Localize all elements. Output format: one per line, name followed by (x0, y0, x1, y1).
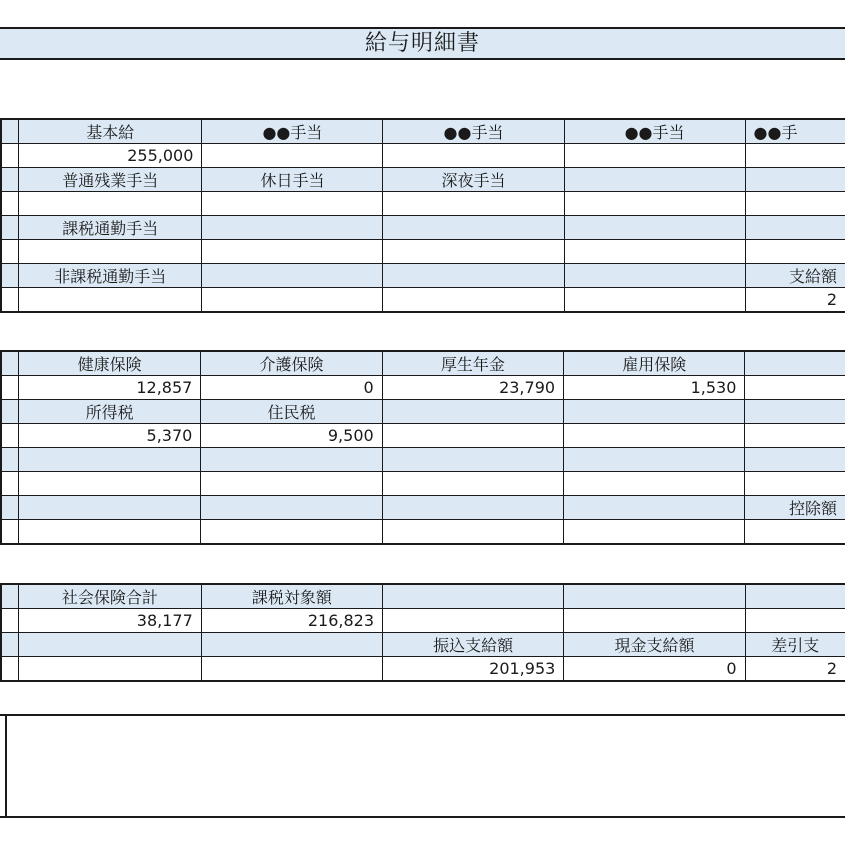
label-blank (383, 584, 564, 609)
deductions-value-row-1 (1, 376, 845, 400)
value-blank[interactable] (19, 520, 201, 544)
value-holiday-allowance[interactable] (202, 192, 383, 216)
value-employment-insurance[interactable]: 1,530 (564, 376, 745, 400)
label-allowance-a: ●●手当 (202, 119, 383, 144)
label-allowance-d: ●●手 (745, 119, 845, 144)
value-blank[interactable] (382, 424, 563, 448)
value-blank[interactable] (202, 240, 383, 264)
value-blank[interactable] (564, 424, 745, 448)
value-blank[interactable] (745, 472, 845, 496)
value-taxable-commute[interactable] (19, 240, 202, 264)
value-resident-tax[interactable]: 9,500 (201, 424, 382, 448)
label-cash-pay: 現金支給額 (564, 633, 745, 657)
label-regular-overtime: 普通残業手当 (19, 168, 202, 192)
label-blank (745, 168, 845, 192)
row-marker (1, 216, 19, 240)
row-marker (1, 448, 19, 472)
value-care-insurance[interactable]: 0 (201, 376, 382, 400)
label-blank (383, 216, 564, 240)
row-marker (1, 472, 19, 496)
value-allowance-a[interactable] (202, 144, 383, 168)
deductions-value-row-3 (1, 472, 845, 496)
deductions-label-row-3 (1, 448, 845, 472)
value-blank[interactable] (201, 472, 382, 496)
row-marker (1, 119, 19, 144)
deductions-value-row-2 (1, 424, 845, 448)
label-health-insurance: 健康保険 (19, 351, 201, 376)
deductions-section (0, 350, 845, 545)
payments-value-row-4 (1, 288, 845, 312)
row-marker (1, 633, 19, 657)
label-blank (564, 264, 745, 288)
label-income-tax: 所得税 (19, 400, 201, 424)
value-allowance-c[interactable] (564, 144, 745, 168)
value-net-pay[interactable]: 2 (745, 657, 845, 681)
row-marker (1, 240, 19, 264)
row-marker (1, 609, 19, 633)
totals-label-row-2 (1, 633, 845, 657)
value-blank[interactable] (383, 288, 564, 312)
value-social-insurance-total[interactable]: 38,177 (19, 609, 202, 633)
label-blank (745, 400, 845, 424)
label-employment-insurance: 雇用保険 (564, 351, 745, 376)
value-basic-salary[interactable]: 255,000 (19, 144, 202, 168)
row-marker (1, 144, 19, 168)
value-blank[interactable] (201, 520, 382, 544)
label-blank (201, 448, 382, 472)
payments-value-row-2 (1, 192, 845, 216)
value-blank[interactable] (383, 240, 564, 264)
value-total-deductions[interactable] (745, 520, 845, 544)
value-blank[interactable] (745, 376, 845, 400)
label-blank (564, 168, 745, 192)
label-blank (202, 264, 383, 288)
value-blank[interactable] (382, 472, 563, 496)
deductions-label-row-2 (1, 400, 845, 424)
value-blank[interactable] (19, 657, 202, 681)
value-blank[interactable] (201, 657, 382, 681)
value-allowance-d[interactable] (745, 144, 845, 168)
value-blank[interactable] (564, 520, 745, 544)
row-marker (1, 264, 19, 288)
value-taxable-amount[interactable]: 216,823 (201, 609, 382, 633)
value-nontaxable-commute[interactable] (19, 288, 202, 312)
value-blank[interactable] (745, 609, 845, 633)
label-gross-pay: 支給額 (745, 264, 845, 288)
label-total-deductions: 控除額 (745, 496, 845, 520)
row-marker (1, 657, 19, 681)
value-cash-pay[interactable]: 0 (564, 657, 745, 681)
row-marker (1, 496, 19, 520)
value-blank[interactable] (19, 472, 201, 496)
label-blank (19, 633, 202, 657)
totals-value-row-2 (1, 657, 845, 681)
payments-label-row-2 (1, 168, 845, 192)
row-marker (1, 192, 19, 216)
value-pension[interactable]: 23,790 (382, 376, 563, 400)
deductions-value-row-4 (1, 520, 845, 544)
label-holiday-allowance: 休日手当 (202, 168, 383, 192)
label-blank (564, 448, 745, 472)
label-blank (202, 216, 383, 240)
label-basic-salary: 基本給 (19, 119, 202, 144)
label-allowance-b: ●●手当 (383, 119, 564, 144)
payments-label-row-3 (1, 216, 845, 240)
payments-label-row-4 (1, 264, 845, 288)
label-blank (564, 400, 745, 424)
row-marker (1, 400, 19, 424)
label-blank (745, 448, 845, 472)
value-night-allowance[interactable] (383, 192, 564, 216)
remarks-left-border (5, 716, 7, 816)
label-social-insurance-total: 社会保険合計 (19, 584, 202, 609)
label-net-pay: 差引支 (745, 633, 845, 657)
payments-value-row-1 (1, 144, 845, 168)
value-gross-pay[interactable]: 2 (745, 288, 845, 312)
label-blank (564, 584, 745, 609)
totals-section (0, 583, 845, 682)
deductions-label-row-1 (1, 351, 845, 376)
row-marker (1, 424, 19, 448)
payments-value-row-3 (1, 240, 845, 264)
label-care-insurance: 介護保険 (201, 351, 382, 376)
label-allowance-c: ●●手当 (564, 119, 745, 144)
value-blank[interactable] (564, 472, 745, 496)
row-marker (1, 520, 19, 544)
payments-label-row-1 (1, 119, 845, 144)
value-blank[interactable] (564, 609, 745, 633)
row-marker (1, 584, 19, 609)
deductions-label-row-4 (1, 496, 845, 520)
label-blank (745, 216, 845, 240)
label-blank (745, 584, 845, 609)
value-blank[interactable] (745, 192, 845, 216)
label-bank-transfer-pay: 振込支給額 (383, 633, 564, 657)
value-blank[interactable] (382, 520, 563, 544)
label-blank (201, 633, 382, 657)
label-taxable-amount: 課税対象額 (201, 584, 382, 609)
value-blank[interactable] (202, 288, 383, 312)
row-marker (1, 351, 19, 376)
value-allowance-b[interactable] (383, 144, 564, 168)
value-blank[interactable] (745, 424, 845, 448)
payments-section (0, 118, 845, 313)
label-pension: 厚生年金 (382, 351, 563, 376)
label-taxable-commute: 課税通勤手当 (19, 216, 202, 240)
label-blank (382, 496, 563, 520)
row-marker (1, 288, 19, 312)
payslip-title: 給与明細書 (0, 27, 845, 60)
value-blank[interactable] (564, 288, 745, 312)
value-blank[interactable] (745, 240, 845, 264)
label-blank (383, 264, 564, 288)
label-resident-tax: 住民税 (201, 400, 382, 424)
row-marker (1, 168, 19, 192)
label-night-allowance: 深夜手当 (383, 168, 564, 192)
row-marker (1, 376, 19, 400)
value-blank[interactable] (564, 192, 745, 216)
totals-value-row-1 (1, 609, 845, 633)
value-health-insurance[interactable]: 12,857 (19, 376, 201, 400)
label-blank (564, 216, 745, 240)
label-blank (745, 351, 845, 376)
value-bank-transfer-pay[interactable]: 201,953 (383, 657, 564, 681)
label-blank (19, 448, 201, 472)
totals-label-row-1 (1, 584, 845, 609)
value-regular-overtime[interactable] (19, 192, 202, 216)
label-nontaxable-commute: 非課税通勤手当 (19, 264, 202, 288)
label-blank (382, 400, 563, 424)
value-blank[interactable] (564, 240, 745, 264)
label-blank (382, 448, 563, 472)
remarks-box[interactable] (0, 714, 845, 818)
value-blank[interactable] (383, 609, 564, 633)
label-blank (19, 496, 201, 520)
label-blank (201, 496, 382, 520)
value-income-tax[interactable]: 5,370 (19, 424, 201, 448)
label-blank (564, 496, 745, 520)
